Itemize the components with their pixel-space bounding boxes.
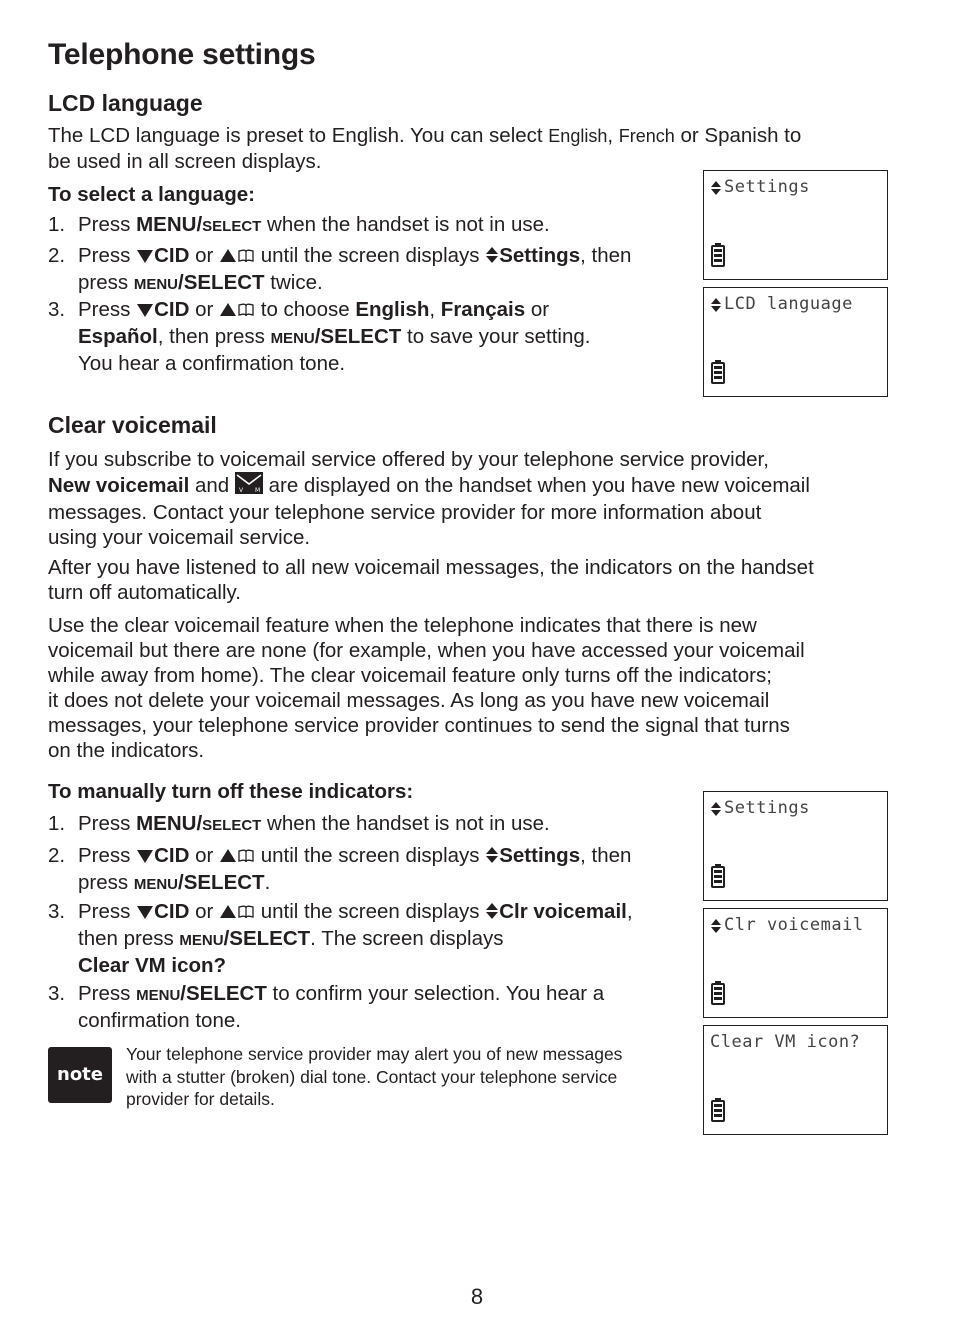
directory-icon — [237, 901, 255, 926]
up-arrow-icon — [219, 245, 237, 270]
voicemail-para-1: If you subscribe to voicemail service offered by your telephone service provider, New voicemail and V M are displayed on the handset when you have new voicemail messages. Contact your telephone service provider for more information about using your voicemail service. — [48, 448, 810, 549]
battery-icon — [711, 1098, 725, 1127]
lcd-screen-settings: Settings — [703, 170, 888, 280]
battery-icon — [711, 981, 725, 1010]
directory-icon — [237, 245, 255, 270]
voicemail-subheading: To manually turn off these indicators: — [48, 780, 414, 803]
up-arrow-icon — [219, 299, 237, 324]
section-heading-lcd-language: LCD language — [48, 90, 203, 116]
up-arrow-icon — [219, 901, 237, 926]
svg-text:V: V — [238, 487, 244, 494]
page-title: Telephone settings — [48, 38, 316, 71]
up-down-arrow-icon — [710, 801, 722, 822]
note-text: Your telephone service provider may alert you of new messages with a stutter (broken) dial tone. Contact your telephone service provider for details. — [126, 1044, 623, 1109]
voicemail-para-3: Use the clear voicemail feature when the telephone indicates that there is new voicemail but there are none (for example, when you have accessed your voicemail while away from home). The clear voicemail feature only turns off the indicators; it does not delete your voicemail messages. As long as you have new voicemail messages, your telephone service provider continues to send the signal that turns on the indicators. — [48, 614, 805, 762]
down-arrow-icon — [136, 845, 154, 870]
lcd-screen-clr-voicemail: Clr voicemail — [703, 908, 888, 1018]
svg-text:M: M — [254, 487, 261, 494]
battery-icon — [711, 864, 725, 893]
page-number: 8 — [470, 1284, 484, 1309]
directory-icon — [237, 299, 255, 324]
battery-icon — [711, 360, 725, 389]
lcd-language-subheading: To select a language: — [48, 183, 255, 206]
directory-icon — [237, 845, 255, 870]
voicemail-para-2: After you have listened to all new voicemail messages, the indicators on the handset turn off automatically. — [48, 556, 814, 604]
battery-icon — [711, 243, 725, 272]
note-badge: note — [48, 1047, 112, 1103]
up-down-arrow-icon — [485, 845, 499, 870]
up-down-arrow-icon — [710, 180, 722, 201]
up-down-arrow-icon — [485, 245, 499, 270]
lcd-screen-settings-2: Settings — [703, 791, 888, 901]
down-arrow-icon — [136, 245, 154, 270]
lcd-screen-lcd-language: LCD language — [703, 287, 888, 397]
lcd-screen-clear-vm-icon: Clear VM icon? — [703, 1025, 888, 1135]
voicemail-envelope-icon — [235, 472, 263, 500]
up-down-arrow-icon — [485, 901, 499, 926]
down-arrow-icon — [136, 901, 154, 926]
section-heading-clear-voicemail: Clear voicemail — [48, 412, 217, 438]
down-arrow-icon — [136, 299, 154, 324]
up-down-arrow-icon — [710, 918, 722, 939]
up-arrow-icon — [219, 845, 237, 870]
up-down-arrow-icon — [710, 297, 722, 318]
lcd-language-intro: The LCD language is preset to English. You can select English, French or Spanish to be used in all screen displays. — [48, 124, 802, 173]
